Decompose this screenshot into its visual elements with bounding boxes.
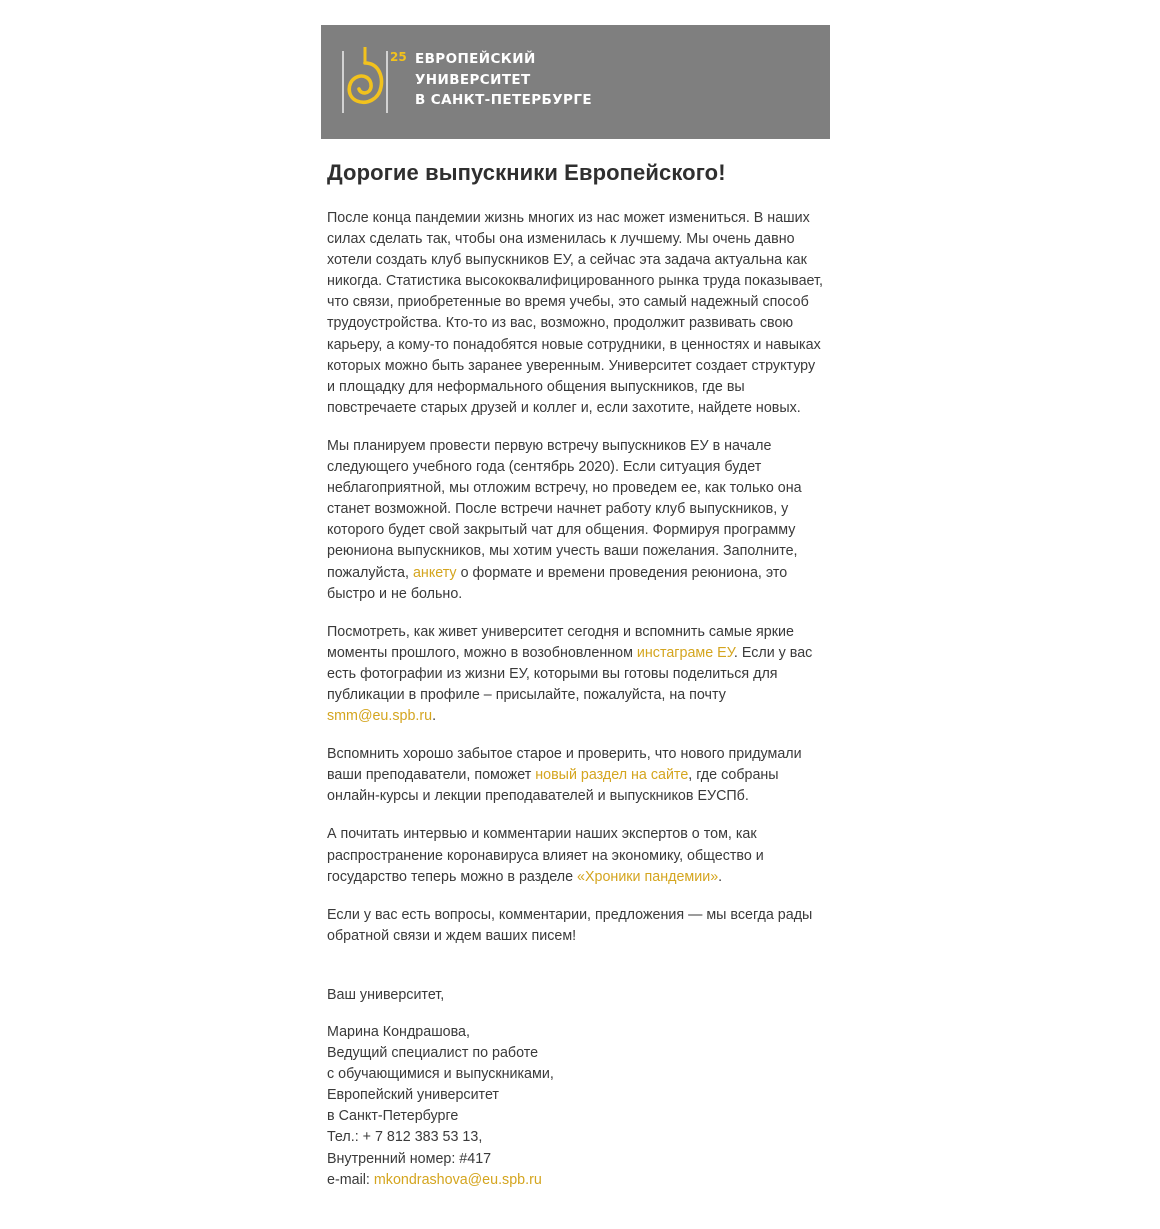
smm-email-link[interactable]: smm@eu.spb.ru <box>327 708 433 725</box>
logo-line-3: В САНКТ-ПЕТЕРБУРГЕ <box>415 92 592 108</box>
paragraph-online-courses: Вспомнить хорошо забытое старое и проверить, что нового придумали ваши преподаватели, поможет новый раздел на сайте, где собраны онлайн-курсы и лекции преподавателей и выпускников ЕУСПб. <box>327 746 802 805</box>
signature-block <box>327 1022 824 1191</box>
signature-email-label: e-mail: <box>327 1171 370 1188</box>
pandemic-chronicles-link[interactable]: «Хроники пандемии» <box>577 868 719 885</box>
logo-line-2: УНИВЕРСИТЕТ <box>415 71 531 88</box>
signature-position-1: Ведущий специалист по работе <box>327 1045 539 1062</box>
signature-position-2: с обучающимися и выпускниками, <box>327 1066 554 1083</box>
logo-wordmark <box>415 49 592 111</box>
header-banner <box>321 25 830 139</box>
paragraph-instagram: Посмотреть, как живет университет сегодня и вспомнить самые яркие моменты прошлого, можно в возобновленном инстаграме ЕУ. Если у вас есть фотографии из жизни ЕУ, которыми вы готовы поделиться для публикации в профиле – присылайте, пожалуйста, на почту smm@eu.spb.ru. <box>327 623 813 725</box>
signature-org-2: в Санкт-Петербурге <box>327 1108 459 1125</box>
signoff: Ваш университет, <box>327 986 445 1003</box>
logo-number: 25 <box>390 50 407 64</box>
new-section-link[interactable]: новый раздел на сайте <box>535 767 689 784</box>
signature-email-link[interactable]: mkondrashova@eu.spb.ru <box>373 1171 542 1188</box>
signature-phone: Тел.: + 7 812 383 53 13, <box>327 1129 483 1146</box>
letter-content <box>321 160 830 1191</box>
survey-link[interactable]: анкету <box>412 564 457 581</box>
signature-extension: Внутренний номер: #417 <box>327 1150 492 1167</box>
letter-title: Дорогие выпускники Европейского! <box>327 160 726 185</box>
instagram-link[interactable]: инстаграме ЕУ <box>636 644 734 661</box>
signature-name: Марина Кондрашова, <box>327 1024 470 1040</box>
paragraph-alumni-club: После конца пандемии жизнь многих из нас может измениться. В наших силах сделать так, чтобы она изменилась к лучшему. Мы очень давно хотели создать клуб выпускников ЕУ, а сейчас эта задача актуальна как никогда. Статистика высококвалифицированного рынка труда показывает, что связи, приобретенные во время учебы, это самый надежный способ трудоустройства. Кто-то из вас, возможно, продолжит развивать свою карьеру, а кому-то понадобятся новые сотрудники, в ценностях и навыках которых можно быть заранее уверенным. Университет создает структуру и площадку для неформального общения выпускников, где вы повстречаете старых друзей и коллег и, если захотите, найдете новых. <box>327 210 823 416</box>
email-body <box>321 25 830 1191</box>
paragraph-reunion: Мы планируем провести первую встречу выпускников ЕУ в начале следующего учебного года (сентябрь 2020). Если ситуация будет неблагоприятной, мы отложим встречу, но проведем ее, как только она станет возможной. После встречи начнет работу клуб выпускников, у которого будет свой закрытый чат для общения. Формируя программу реюниона выпускников, мы хотим учесть ваши пожелания. Заполните, пожалуйста, анкету о формате и времени проведения реюниона, это быстро и не больно. <box>327 437 802 602</box>
paragraph-pandemic-chronicles: А почитать интервью и комментарии наших экспертов о том, как распространение коронавируса влияет на экономику, общество и государство теперь можно в разделе «Хроники пандемии». <box>327 826 764 885</box>
signature-org-1: Европейский университет <box>327 1087 499 1104</box>
paragraph-feedback: Если у вас есть вопросы, комментарии, предложения — мы всегда рады обратной связи и ждем ваших писем! <box>327 906 813 944</box>
university-logo-icon <box>339 47 409 117</box>
logo-line-1: ЕВРОПЕЙСКИЙ <box>415 51 536 67</box>
